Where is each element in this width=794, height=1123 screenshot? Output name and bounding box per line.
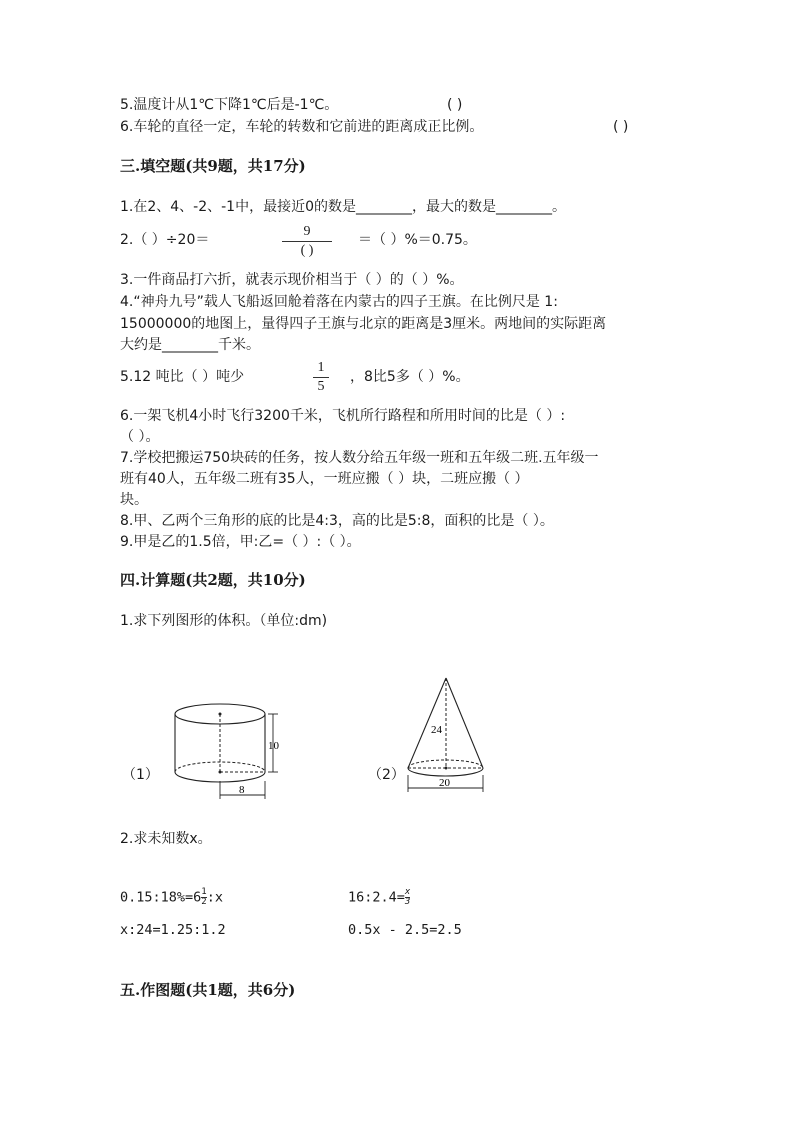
equation-2-fraction bbox=[405, 888, 410, 907]
section-heading-calc: 四.计算题(共2题，共10分) bbox=[120, 571, 306, 589]
fill-q7-line1: 7.学校把搬运750块砖的任务，按人数分给五年级一班和五年级二班.五年级一 bbox=[120, 450, 599, 466]
fill-q3: 3.一件商品打六折，就表示现价相当于（ ）的（ ）%。 bbox=[120, 272, 464, 288]
figure1-label: （1） bbox=[122, 767, 159, 783]
cone-right-slant bbox=[446, 678, 483, 768]
cylinder-height-label: 10 bbox=[268, 740, 279, 752]
cylinder-bottom-center bbox=[219, 771, 222, 774]
fill-q4-line2: 15000000的地图上，量得四子王旗与北京的距离是3厘米。两地间的实际距离 bbox=[120, 316, 607, 332]
fill-q5-denominator: 5 bbox=[317, 379, 325, 394]
equation-1-left: 0.15:18%=6 bbox=[120, 889, 202, 906]
equation-3: x:24=1.25:1.2 bbox=[120, 922, 226, 938]
section-heading-draw: 五.作图题(共1题，共6分) bbox=[120, 981, 296, 999]
cylinder-top-center bbox=[219, 713, 222, 716]
fill-q4-line1: 4.“神舟九号”载人飞船返回舱着落在内蒙古的四子王旗。在比例尺是 1: bbox=[120, 294, 558, 310]
fill-q2-left: 2.（ ）÷20＝ bbox=[120, 232, 210, 248]
judge-q5: 5.温度计从1℃下降1℃后是-1℃。 bbox=[120, 97, 339, 113]
equation-1-denominator: 2 bbox=[201, 897, 207, 907]
equation-1 bbox=[120, 888, 223, 907]
cylinder-radius-label: 8 bbox=[239, 784, 245, 796]
judge-q6: 6.车轮的直径一定，车轮的转数和它前进的距离成正比例。 bbox=[120, 119, 484, 135]
cone-left-slant bbox=[408, 678, 446, 768]
fill-q6-line1: 6.一架飞机4小时飞行3200千米，飞机所行路程和所用时间的比是（ ）: bbox=[120, 408, 566, 424]
fill-q5-right: ，8比5多（ ）%。 bbox=[350, 369, 470, 385]
judge-q5-answer-paren[interactable]: ( ) bbox=[447, 97, 463, 113]
fill-q2-fraction bbox=[282, 224, 332, 259]
cone-figure bbox=[400, 672, 495, 794]
fill-q8: 8.甲、乙两个三角形的底的比是4:3，高的比是5:8，面积的比是（ ）。 bbox=[120, 513, 554, 529]
fill-q6-line2: （ ）。 bbox=[120, 429, 160, 445]
judge-q6-answer-paren[interactable]: ( ) bbox=[613, 119, 629, 135]
cone-base-center bbox=[445, 767, 448, 770]
equation-2-numerator: x bbox=[404, 887, 411, 897]
cone-height-label: 24 bbox=[431, 724, 442, 736]
fill-q5-left: 5.12 吨比（ ）吨少 bbox=[120, 369, 245, 385]
fill-q4-line3: 大约是________千米。 bbox=[120, 337, 260, 353]
fill-q7-line3: 块。 bbox=[120, 492, 148, 508]
calc-q2: 2.求未知数x。 bbox=[120, 831, 212, 847]
cone-diameter-label: 20 bbox=[439, 777, 450, 789]
fill-q2-numerator: 9 bbox=[303, 224, 311, 239]
equation-1-numerator: 1 bbox=[201, 887, 207, 897]
fill-q2-right: ＝（ ）%＝0.75。 bbox=[358, 232, 477, 248]
figure2-label: （2） bbox=[368, 767, 405, 783]
fraction-bar bbox=[282, 241, 332, 242]
equation-2-left: 16:2.4= bbox=[348, 889, 405, 906]
fill-q5-fraction bbox=[313, 360, 329, 395]
equation-2 bbox=[348, 888, 410, 907]
section-heading-fill: 三.填空题(共9题，共17分) bbox=[120, 157, 306, 175]
equation-1-right: :x bbox=[206, 889, 223, 906]
fill-q9: 9.甲是乙的1.5倍，甲:乙=（ ）:（ ）。 bbox=[120, 534, 361, 550]
cylinder-figure bbox=[165, 695, 290, 803]
equation-4: 0.5x - 2.5=2.5 bbox=[348, 922, 462, 938]
fill-q7-line2: 班有40人，五年级二班有35人，一班应搬（ ）块，二班应搬（ ） bbox=[120, 471, 529, 487]
fill-q5-numerator: 1 bbox=[317, 360, 325, 375]
fill-q2-denominator: ( ) bbox=[300, 243, 314, 258]
equation-2-denominator: 3 bbox=[404, 897, 411, 907]
calc-q1: 1.求下列图形的体积。（单位:dm) bbox=[120, 613, 328, 629]
fill-q1: 1.在2、4、-2、-1中，最接近0的数是________，最大的数是________。 bbox=[120, 199, 566, 215]
fraction-bar bbox=[313, 377, 329, 378]
